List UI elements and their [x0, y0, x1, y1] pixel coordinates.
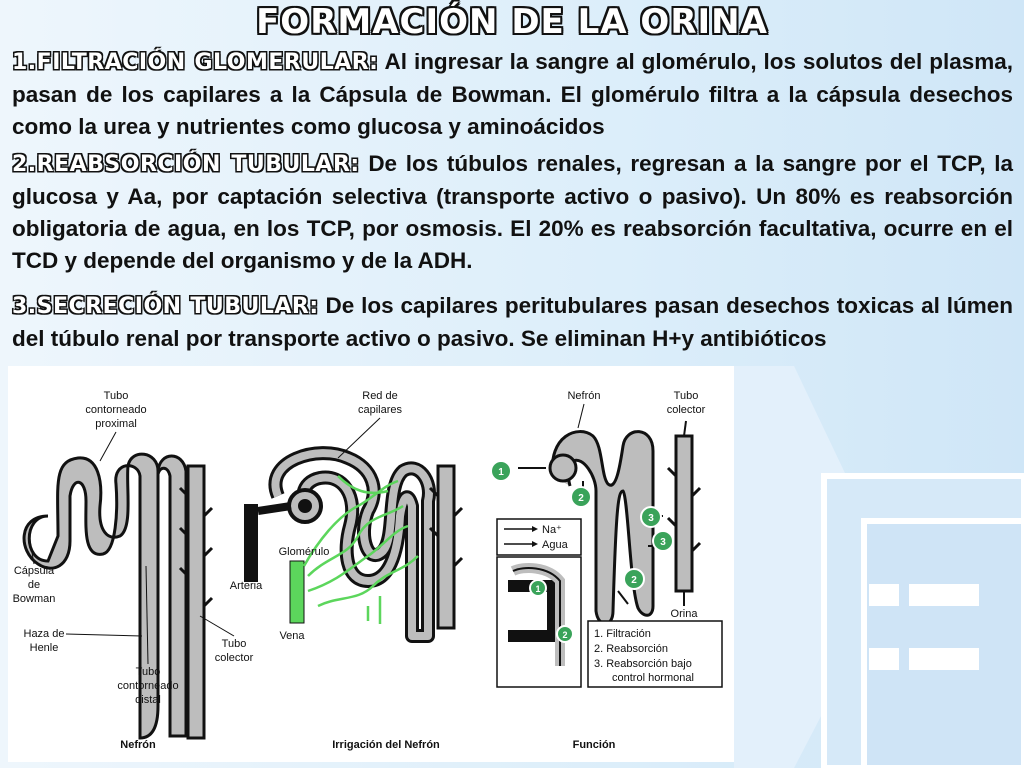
- panel-nefron: [13, 390, 254, 751]
- key-1: 1. Filtración: [594, 628, 651, 640]
- filtration-heading: 1.FILTRACIÓN GLOMERULAR:: [12, 50, 379, 75]
- label-tcd-3: distal: [135, 694, 161, 706]
- badge-2: 2: [578, 493, 584, 504]
- badge-3: 3: [648, 513, 654, 524]
- legend-agua: Agua: [542, 539, 568, 551]
- label-colector-2: colector: [214, 652, 254, 664]
- paragraph-reabsorption: [12, 148, 1013, 277]
- reabsorption-text: De los túbulos renales, regresan a la sangre por el TCP, la glucosa y Aa, por captación selectiva (transporte activo o pasivo). Un 80% es reabsorción obligatoria de agua, en los TCP, por osmosis. El 20% es reabsorción facultativa, ocurre en el TCD y depende del organismo y de la ADH.: [12, 151, 1013, 273]
- label-capsula-3: Bowman: [12, 593, 56, 605]
- reabsorption-heading: 2.REABSORCIÓN TUBULAR:: [12, 152, 360, 177]
- red-leader-line: [338, 418, 380, 458]
- label-tcp-1: Tubo: [103, 390, 129, 402]
- filtration-inset: [497, 557, 581, 687]
- panel-funcion: [491, 390, 722, 751]
- label-haz-2: Henle: [29, 642, 59, 654]
- nefron-leader-line: [578, 404, 584, 428]
- caption-irrigacion: Irrigación del Nefrón: [332, 739, 440, 751]
- label-tcp-3: proximal: [95, 418, 137, 430]
- background-decoration: [734, 366, 1024, 768]
- filtration-text: Al ingresar la sangre al glomérulo, los solutos del plasma, pasan de los capilares a la Cápsula de Bowman. El glomérulo filtra a la cápsula desechos como la urea y nutrientes como glucosa y aminoácidos: [12, 49, 1013, 139]
- key-4: control hormonal: [612, 672, 694, 684]
- label-glomerulo: Glomérulo: [278, 546, 330, 558]
- nephron-labels: [13, 390, 254, 706]
- function-key: [588, 621, 722, 687]
- inset-badge-2: 2: [562, 630, 568, 640]
- label-nefron: Nefrón: [567, 390, 601, 402]
- label-capsula-2: de: [27, 579, 41, 591]
- badge-2b: 2: [631, 575, 637, 586]
- legend-na: Na⁺: [542, 524, 562, 536]
- inset-badge-1: 1: [535, 584, 541, 594]
- nephron-diagram: [8, 366, 734, 762]
- label-vena: Vena: [279, 630, 305, 642]
- nephron-figure: [8, 366, 734, 762]
- transport-legend: [497, 519, 581, 555]
- caption-funcion: Función: [572, 739, 616, 751]
- label-orina: Orina: [670, 608, 698, 620]
- label-tcd-1: Tubo: [135, 666, 161, 678]
- label-colector-1: Tubo: [221, 638, 247, 650]
- paragraph-secretion: [12, 290, 1013, 355]
- panel-irrigacion: [230, 390, 462, 751]
- secretion-heading: 3.SECRECIÓN TUBULAR:: [12, 294, 319, 319]
- page-title: FORMACIÓN DE LA ORINA: [256, 2, 768, 42]
- secretion-text: De los capilares peritubulares pasan desechos toxicas al lúmen del túbulo renal por transporte activo o pasivo. Se eliminan H+y antibióticos: [12, 293, 1013, 351]
- label-capsula-1: Cápsula: [13, 565, 55, 577]
- label-tcp-2: contorneado: [85, 404, 147, 416]
- key-2: 2. Reabsorción: [594, 643, 668, 655]
- badge-3b: 3: [660, 537, 666, 548]
- key-3: 3. Reabsorción bajo: [594, 658, 692, 670]
- label-funcion-colector-2: colector: [666, 404, 706, 416]
- label-red-1: Red de: [362, 390, 398, 402]
- paragraph-filtration: [12, 46, 1013, 143]
- label-red-2: capilares: [357, 404, 403, 416]
- label-tcd-2: contorneado: [117, 680, 179, 692]
- label-arteria: Arteria: [229, 580, 263, 592]
- caption-nefron: Nefrón: [120, 739, 156, 751]
- label-haz-1: Haza de: [23, 628, 65, 640]
- badge-1: 1: [498, 467, 504, 478]
- label-funcion-colector-1: Tubo: [673, 390, 699, 402]
